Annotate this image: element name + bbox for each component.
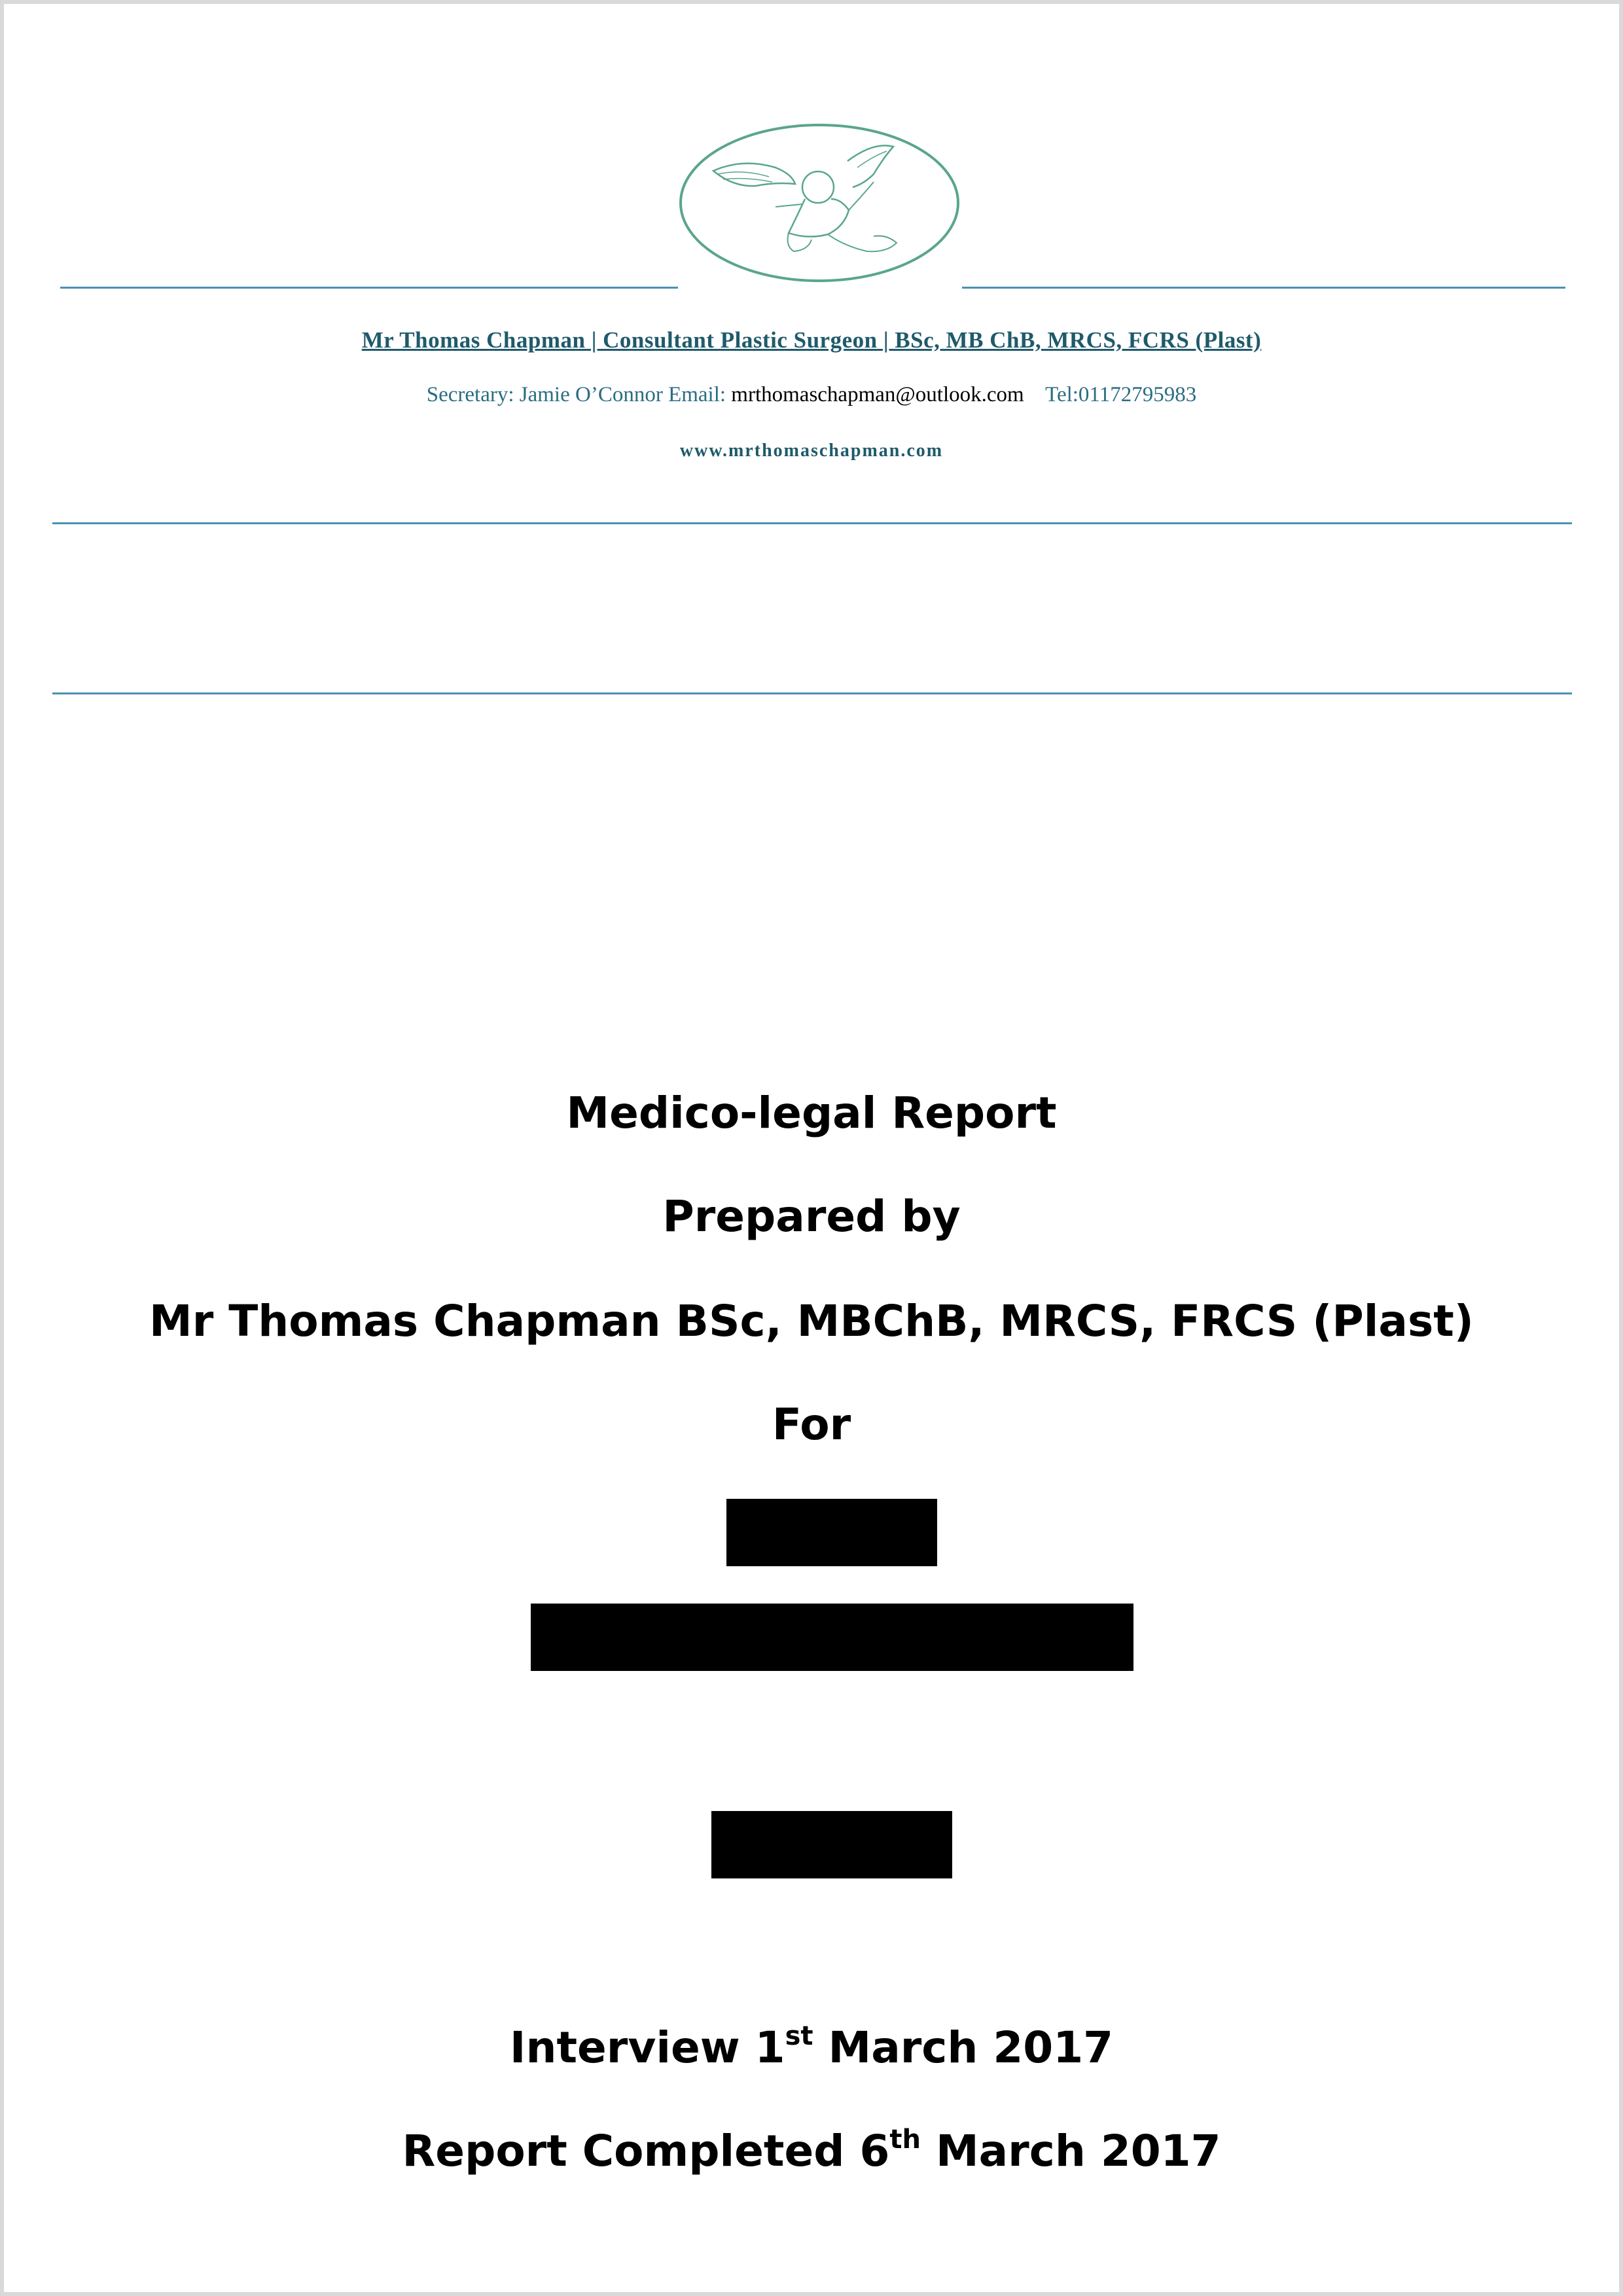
letterhead-rule-right: [962, 287, 1565, 289]
letterhead-name-line: Mr Thomas Chapman | Consultant Plastic Surgeon | BSc, MB ChB, MRCS, FCRS (Plast): [361, 327, 1262, 353]
author-line: Mr Thomas Chapman BSc, MBChB, MRCS, FRCS (Plast): [149, 1296, 1474, 1346]
email-link[interactable]: mrthomaschapman@outlook.com: [731, 383, 1024, 406]
report-completed-date: [0, 2126, 1623, 2176]
secretary-text: Secretary: Jamie O’Connor Email:: [426, 383, 726, 406]
completed-date-ordinal: th: [889, 2125, 921, 2155]
prepared-by-heading: Prepared by: [662, 1191, 961, 1242]
interview-date: [0, 2022, 1623, 2073]
for-heading: For: [772, 1399, 851, 1450]
completed-date-suffix: March 2017: [920, 2126, 1221, 2176]
redacted-block-2: [531, 1604, 1133, 1671]
interview-date-ordinal: st: [785, 2021, 813, 2051]
redacted-block-3: [711, 1811, 952, 1878]
cherub-logo-icon: [677, 122, 961, 284]
telephone-text: Tel:01172795983: [1045, 383, 1197, 406]
completed-date-prefix: Report Completed 6: [402, 2126, 890, 2176]
report-title: Medico-legal Report: [566, 1088, 1057, 1138]
interview-date-suffix: March 2017: [813, 2022, 1114, 2073]
interview-date-prefix: Interview 1: [509, 2022, 785, 2073]
website-link[interactable]: www.mrthomaschapman.com: [679, 440, 944, 461]
header-rule-bottom: [52, 692, 1572, 694]
redacted-block-1: [726, 1499, 937, 1566]
header-rule-top: [52, 522, 1572, 524]
letterhead-rule-left: [60, 287, 678, 289]
letterhead-contact-line: [0, 383, 1623, 407]
